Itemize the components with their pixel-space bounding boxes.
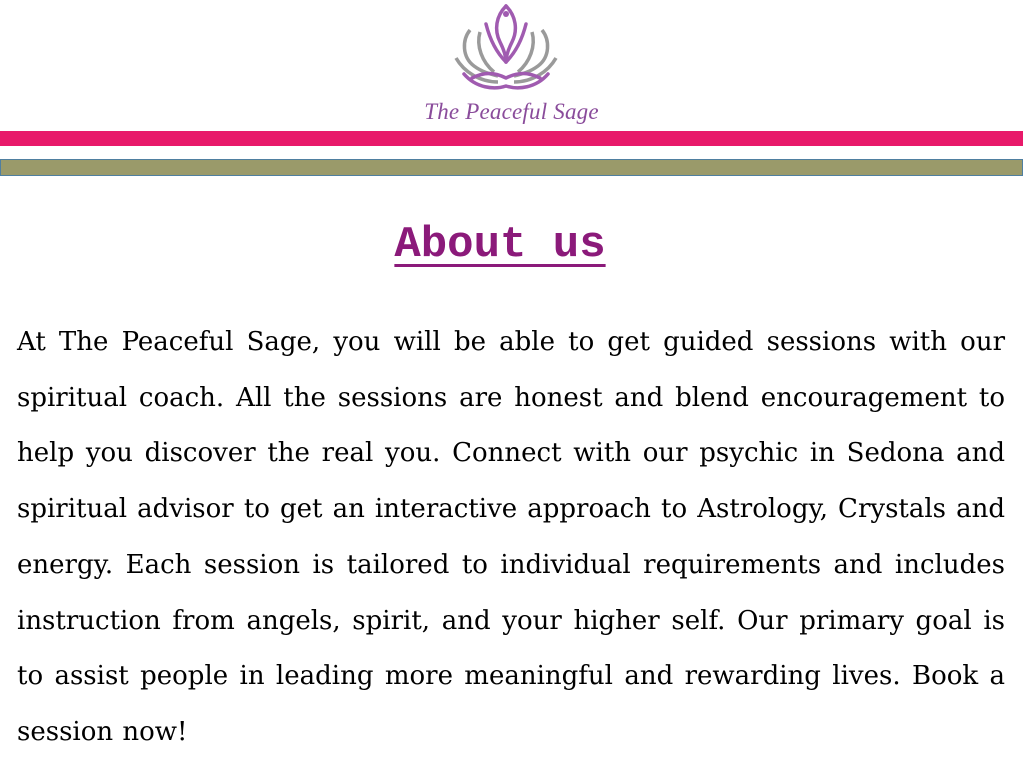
page-title: About us xyxy=(394,220,606,270)
about-paragraph: At The Peaceful Sage, you will be able to get guided sessions with our spiritual coach. All the sessions are honest and blend encouragement to help you discover the real you. Connect with our psychic in Sedona and spiritual advisor to get an interactive approach to Astrology, Crystals and energy. Each session is tailored to individual requirements and includes instruction from angels, spirit, and your higher self. Our primary goal is to assist people in leading more meaningful and rewarding lives. Book a session now! xyxy=(17,327,1005,747)
olive-divider-bar xyxy=(0,159,1023,176)
brand-name: The Peaceful Sage xyxy=(424,99,599,124)
lotus-meditation-icon xyxy=(450,2,562,94)
pink-divider-bar xyxy=(0,131,1023,146)
